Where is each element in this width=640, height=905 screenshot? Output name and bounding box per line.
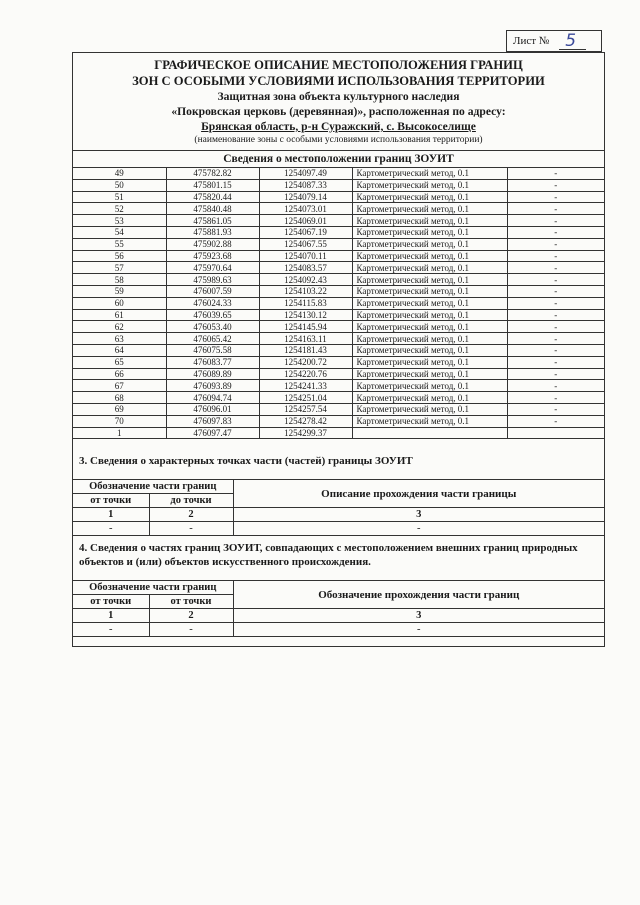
method-cell (352, 427, 507, 439)
x-coordinate-cell: 476094.74 (166, 392, 259, 404)
description-cell (507, 427, 604, 439)
method-cell: Картометрический метод, 0.1 (352, 262, 507, 274)
coords-table (73, 167, 604, 439)
section-4-table (73, 580, 604, 637)
method-cell: Картометрический метод, 0.1 (352, 321, 507, 333)
x-coordinate-cell: 475782.82 (166, 168, 259, 180)
coords-row (73, 191, 604, 203)
x-coordinate-cell: 475923.68 (166, 250, 259, 262)
coords-row (73, 392, 604, 404)
coords-row (73, 250, 604, 262)
coords-row (73, 321, 604, 333)
description-cell: - (507, 215, 604, 227)
description-cell: - (507, 368, 604, 380)
point-number-cell: 55 (73, 238, 166, 250)
description-cell: - (507, 203, 604, 215)
method-cell: Картометрический метод, 0.1 (352, 309, 507, 321)
y-coordinate-cell: 1254083.57 (259, 262, 352, 274)
description-cell: - (507, 297, 604, 309)
point-number-cell: 69 (73, 403, 166, 415)
description-cell: - (507, 309, 604, 321)
y-coordinate-cell: 1254115.83 (259, 297, 352, 309)
point-number-cell: 58 (73, 274, 166, 286)
method-cell: Картометрический метод, 0.1 (352, 344, 507, 356)
title-line-2: ЗОН С ОСОБЫМИ УСЛОВИЯМИ ИСПОЛЬЗОВАНИЯ ТЕРРИТОРИИ (132, 74, 545, 88)
coords-row (73, 415, 604, 427)
coords-row (73, 238, 604, 250)
coords-row (73, 333, 604, 345)
title-line-1: ГРАФИЧЕСКОЕ ОПИСАНИЕ МЕСТОПОЛОЖЕНИЯ ГРАНИЦ (154, 58, 523, 72)
sheet-label: Лист № (513, 35, 550, 47)
method-cell: Картометрический метод, 0.1 (352, 403, 507, 415)
coords-row (73, 179, 604, 191)
y-coordinate-cell: 1254145.94 (259, 321, 352, 333)
x-coordinate-cell: 476097.47 (166, 427, 259, 439)
y-coordinate-cell: 1254067.55 (259, 238, 352, 250)
description-cell: - (507, 262, 604, 274)
y-coordinate-cell: 1254069.01 (259, 215, 352, 227)
s3-to-label: до точки (149, 494, 233, 508)
s4-num-1: 1 (73, 609, 149, 623)
coords-row (73, 226, 604, 238)
method-cell: Картометрический метод, 0.1 (352, 297, 507, 309)
method-cell: Картометрический метод, 0.1 (352, 168, 507, 180)
point-number-cell: 50 (73, 179, 166, 191)
s3-num-1: 1 (73, 508, 149, 522)
x-coordinate-cell: 476075.58 (166, 344, 259, 356)
s4-num-2: 2 (149, 609, 233, 623)
x-coordinate-cell: 475801.15 (166, 179, 259, 191)
point-number-cell: 51 (73, 191, 166, 203)
description-cell: - (507, 250, 604, 262)
method-cell: Картометрический метод, 0.1 (352, 392, 507, 404)
s4-to-label: от точки (149, 595, 233, 609)
s4-group-header: Обозначение части границ (73, 581, 233, 595)
x-coordinate-cell: 475881.93 (166, 226, 259, 238)
y-coordinate-cell: 1254087.33 (259, 179, 352, 191)
x-coordinate-cell: 476083.77 (166, 356, 259, 368)
section-4-title: 4. Сведения о частях границ ЗОУИТ, совпадающих с местоположением внешних границ природных объектов и (или) объектов искусственного происхождения. (79, 542, 578, 569)
method-cell: Картометрический метод, 0.1 (352, 274, 507, 286)
coords-row (73, 356, 604, 368)
y-coordinate-cell: 1254241.33 (259, 380, 352, 392)
x-coordinate-cell: 476065.42 (166, 333, 259, 345)
s3-num-3: 3 (233, 508, 604, 522)
s3-from-label: от точки (73, 494, 149, 508)
method-cell: Картометрический метод, 0.1 (352, 368, 507, 380)
s4-cell: - (149, 623, 233, 637)
description-cell: - (507, 321, 604, 333)
point-number-cell: 56 (73, 250, 166, 262)
description-cell: - (507, 238, 604, 250)
y-coordinate-cell: 1254220.76 (259, 368, 352, 380)
x-coordinate-cell: 476089.89 (166, 368, 259, 380)
coords-row (73, 203, 604, 215)
coords-row (73, 309, 604, 321)
x-coordinate-cell: 475970.64 (166, 262, 259, 274)
coords-row (73, 403, 604, 415)
x-coordinate-cell: 476039.65 (166, 309, 259, 321)
coords-row (73, 262, 604, 274)
method-cell: Картометрический метод, 0.1 (352, 415, 507, 427)
y-coordinate-cell: 1254163.11 (259, 333, 352, 345)
coords-row (73, 380, 604, 392)
method-cell: Картометрический метод, 0.1 (352, 356, 507, 368)
coords-row (73, 215, 604, 227)
description-cell: - (507, 333, 604, 345)
method-cell: Картометрический метод, 0.1 (352, 226, 507, 238)
s4-num-3: 3 (233, 609, 604, 623)
s4-cell: - (73, 623, 149, 637)
y-coordinate-cell: 1254073.01 (259, 203, 352, 215)
x-coordinate-cell: 475989.63 (166, 274, 259, 286)
s3-num-2: 2 (149, 508, 233, 522)
point-number-cell: 1 (73, 427, 166, 439)
point-number-cell: 53 (73, 215, 166, 227)
method-cell: Картометрический метод, 0.1 (352, 250, 507, 262)
point-number-cell: 70 (73, 415, 166, 427)
point-number-cell: 68 (73, 392, 166, 404)
y-coordinate-cell: 1254257.54 (259, 403, 352, 415)
method-cell: Картометрический метод, 0.1 (352, 333, 507, 345)
description-cell: - (507, 285, 604, 297)
coords-row (73, 427, 604, 439)
y-coordinate-cell: 1254200.72 (259, 356, 352, 368)
coords-section-title: Сведения о местоположении границ ЗОУИТ (223, 153, 454, 165)
description-cell: - (507, 168, 604, 180)
y-coordinate-cell: 1254278.42 (259, 415, 352, 427)
s3-group-header: Обозначение части границ (73, 480, 233, 494)
x-coordinate-cell: 476093.89 (166, 380, 259, 392)
point-number-cell: 65 (73, 356, 166, 368)
s4-from-label: от точки (73, 595, 149, 609)
description-cell: - (507, 356, 604, 368)
address-line: Брянская область, р-н Суражский, с. Высокоселище (201, 120, 476, 133)
coords-row (73, 368, 604, 380)
y-coordinate-cell: 1254130.12 (259, 309, 352, 321)
point-number-cell: 66 (73, 368, 166, 380)
sheet-number: 5 (559, 33, 586, 50)
s4-cell: - (233, 623, 604, 637)
y-coordinate-cell: 1254251.04 (259, 392, 352, 404)
x-coordinate-cell: 476097.83 (166, 415, 259, 427)
description-cell: - (507, 226, 604, 238)
method-cell: Картометрический метод, 0.1 (352, 191, 507, 203)
x-coordinate-cell: 475840.48 (166, 203, 259, 215)
sheet-number-box (506, 30, 602, 52)
x-coordinate-cell: 475902.88 (166, 238, 259, 250)
y-coordinate-cell: 1254070.11 (259, 250, 352, 262)
s3-cell: - (149, 522, 233, 536)
description-cell: - (507, 380, 604, 392)
y-coordinate-cell: 1254079.14 (259, 191, 352, 203)
x-coordinate-cell: 475820.44 (166, 191, 259, 203)
description-cell: - (507, 415, 604, 427)
point-number-cell: 62 (73, 321, 166, 333)
y-coordinate-cell: 1254092.43 (259, 274, 352, 286)
point-number-cell: 64 (73, 344, 166, 356)
point-number-cell: 61 (73, 309, 166, 321)
point-number-cell: 60 (73, 297, 166, 309)
description-cell: - (507, 179, 604, 191)
description-cell: - (507, 344, 604, 356)
method-cell: Картометрический метод, 0.1 (352, 285, 507, 297)
x-coordinate-cell: 476024.33 (166, 297, 259, 309)
section-3-title: 3. Сведения о характерных точках части (частей) границы ЗОУИТ (79, 455, 413, 468)
point-number-cell: 57 (73, 262, 166, 274)
description-cell: - (507, 191, 604, 203)
coords-row (73, 274, 604, 286)
description-cell: - (507, 403, 604, 415)
s3-cell: - (233, 522, 604, 536)
point-number-cell: 59 (73, 285, 166, 297)
description-cell: - (507, 392, 604, 404)
y-coordinate-cell: 1254097.49 (259, 168, 352, 180)
s4-desc-header: Обозначение прохождения части границ (233, 581, 604, 609)
x-coordinate-cell: 475861.05 (166, 215, 259, 227)
coords-row (73, 285, 604, 297)
point-number-cell: 63 (73, 333, 166, 345)
y-coordinate-cell: 1254103.22 (259, 285, 352, 297)
description-cell: - (507, 274, 604, 286)
y-coordinate-cell: 1254067.19 (259, 226, 352, 238)
method-cell: Картометрический метод, 0.1 (352, 215, 507, 227)
point-number-cell: 52 (73, 203, 166, 215)
y-coordinate-cell: 1254299.37 (259, 427, 352, 439)
x-coordinate-cell: 476053.40 (166, 321, 259, 333)
section-3-table (73, 479, 604, 536)
coords-row (73, 344, 604, 356)
point-number-cell: 49 (73, 168, 166, 180)
x-coordinate-cell: 476007.59 (166, 285, 259, 297)
point-number-cell: 54 (73, 226, 166, 238)
coords-row (73, 168, 604, 180)
method-cell: Картометрический метод, 0.1 (352, 380, 507, 392)
zone-line-2: «Покровская церковь (деревянная)», расположенная по адресу: (171, 105, 506, 118)
y-coordinate-cell: 1254181.43 (259, 344, 352, 356)
zone-line-1: Защитная зона объекта культурного наследия (217, 90, 460, 103)
method-cell: Картометрический метод, 0.1 (352, 203, 507, 215)
document-header (73, 53, 604, 147)
point-number-cell: 67 (73, 380, 166, 392)
coords-row (73, 297, 604, 309)
s3-desc-header: Описание прохождения части границы (233, 480, 604, 508)
s3-cell: - (73, 522, 149, 536)
method-cell: Картометрический метод, 0.1 (352, 238, 507, 250)
zone-note: (наименование зоны с особыми условиями использования территории) (194, 135, 483, 145)
method-cell: Картометрический метод, 0.1 (352, 179, 507, 191)
document-frame (72, 52, 605, 647)
x-coordinate-cell: 476096.01 (166, 403, 259, 415)
